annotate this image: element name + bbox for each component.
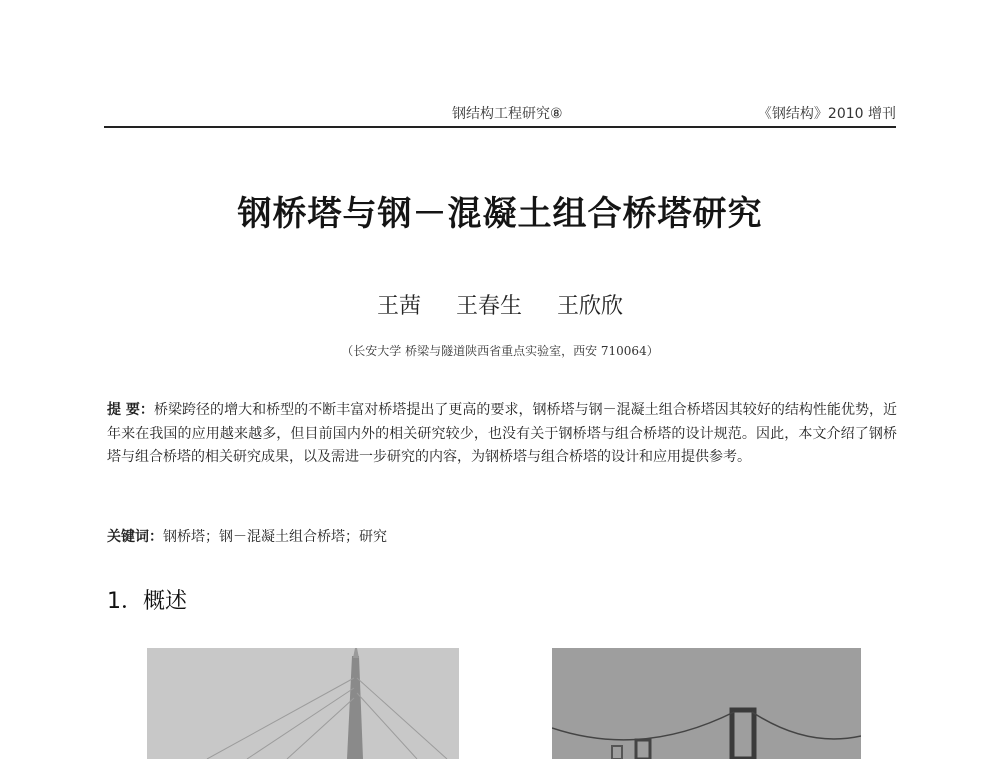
abstract-label: 提 要： bbox=[107, 402, 154, 418]
section-1-heading: 1．概述 bbox=[107, 589, 187, 614]
author-1: 王茜 bbox=[376, 294, 421, 319]
author-list bbox=[0, 289, 1000, 320]
abstract-text: 桥梁跨径的增大和桥型的不断丰富对桥塔提出了更高的要求，钢桥塔与钢－混凝土组合桥塔因其较好的结构性能优势，近年来在我国的应用越来越多，但目前国内外的相关研究较少，也没有关于钢桥塔与组合桥塔的设计规范。因此，本文介绍了钢桥塔与组合桥塔的相关研究成果，以及需进一步研究的内容，为钢桥塔与组合桥塔的设计和应用提供参考。 bbox=[107, 402, 898, 465]
keywords bbox=[107, 526, 897, 546]
paper-title: 钢桥塔与钢－混凝土组合桥塔研究 bbox=[237, 194, 763, 234]
affiliation: （长安大学 桥梁与隧道陕西省重点实验室，西安 710064） bbox=[341, 344, 659, 358]
keywords-label: 关键词： bbox=[107, 529, 163, 545]
author-3: 王欣欣 bbox=[557, 294, 624, 319]
running-header-series: 钢结构工程研究⑧ bbox=[452, 106, 563, 122]
cable-stayed-bridge-tower-photo bbox=[147, 648, 459, 759]
suspension-bridge-photo bbox=[552, 648, 861, 759]
header-rule bbox=[104, 126, 896, 128]
author-2: 王春生 bbox=[455, 294, 522, 319]
keywords-text: 钢桥塔；钢－混凝土组合桥塔；研究 bbox=[163, 529, 387, 545]
abstract bbox=[107, 399, 897, 470]
running-header-journal: 《钢结构》2010 增刊 bbox=[757, 106, 896, 122]
